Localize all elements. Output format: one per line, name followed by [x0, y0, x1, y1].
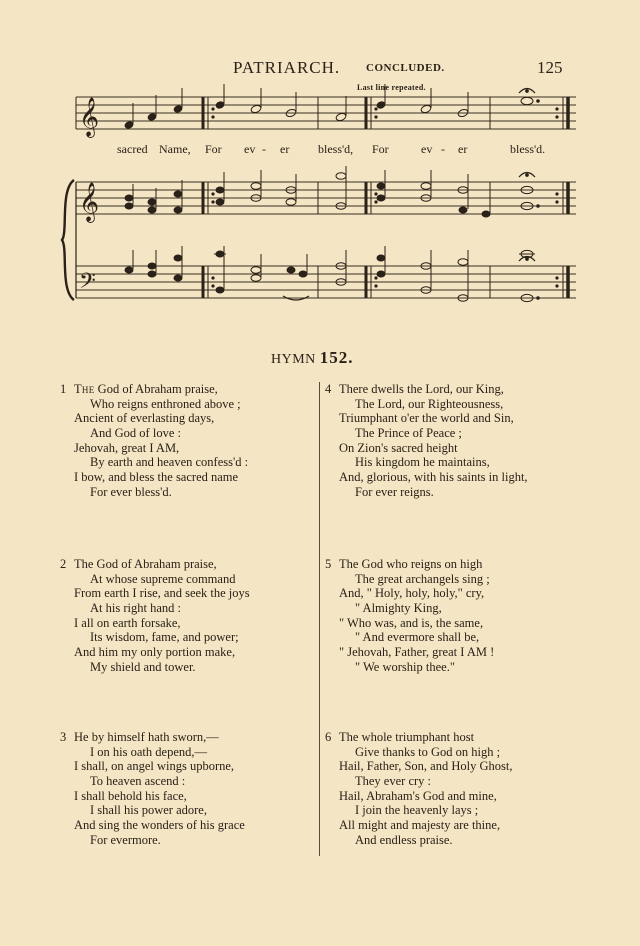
stanza-line: And, " Holy, holy, holy," cry, [339, 586, 485, 601]
stanza-line: And God of love : [90, 426, 181, 441]
treble-clef-top: 𝄞 [79, 97, 100, 137]
lyric-syllable: sacred [117, 142, 148, 156]
stanza-line: Jehovah, great I AM, [74, 440, 180, 455]
stanza-line: His kingdom he maintains, [355, 455, 490, 470]
stanza-line: " Almighty King, [355, 601, 442, 616]
stanza-line: And sing the wonders of his grace [74, 818, 245, 833]
stanza-line: The God who reigns on high [339, 557, 483, 571]
stanza-line: Its wisdom, fame, and power; [90, 630, 239, 645]
stanza-line: And endless praise. [355, 832, 453, 847]
music-score [0, 0, 640, 320]
stanza-line: I shall his power adore, [90, 803, 207, 818]
stanza-line: The Lord, our Righteousness, [355, 396, 504, 411]
lyric-syllable: For [372, 142, 389, 156]
lyric-syllable: bless'd. [510, 142, 546, 156]
stanza-4 [325, 382, 528, 500]
stanza-line: I bow, and bless the sacred name [74, 470, 239, 485]
fermatas [519, 89, 535, 262]
stanza-line: The great archangels sing ; [355, 571, 490, 586]
lyric-syllable: For [205, 142, 222, 156]
lyric-syllable: er [458, 142, 468, 156]
stanza-line: I on his oath depend,— [90, 744, 207, 759]
lyric-syllable: - [441, 142, 445, 156]
stanza-line: Hail, Father, Son, and Holy Ghost, [339, 759, 513, 774]
stanza-line: " And evermore shall be, [355, 630, 480, 645]
hymn-heading [271, 348, 354, 368]
system-bracket [62, 97, 76, 300]
stanza-1 [60, 382, 248, 500]
stanza-line: I shall behold his face, [74, 788, 187, 803]
repeat-note: Last line repeated. [357, 83, 426, 92]
stanza-line: And him my only portion make, [74, 645, 236, 660]
stanza-line: And, glorious, with his saints in light, [339, 470, 528, 485]
stanza-line: Who reigns enthroned above ; [90, 396, 241, 411]
stanza-line: For ever bless'd. [90, 484, 172, 499]
clefs [79, 97, 99, 299]
stanza-line: At whose supreme command [90, 571, 236, 586]
stanza-line: At his right hand : [90, 601, 181, 616]
stanza-line: He by himself hath sworn,— [74, 730, 219, 744]
stanza-line: By earth and heaven confess'd : [90, 455, 249, 470]
stanza-line: All might and majesty are thine, [339, 818, 501, 833]
stanza-line: The whole triumphant host [339, 730, 475, 744]
stanza-line: " Who was, and is, the same, [339, 615, 484, 630]
stanza-line: Triumphant o'er the world and Sin, [339, 411, 514, 426]
lyric-syllable: Name, [159, 142, 191, 156]
stanza-line: Hail, Abraham's God and mine, [339, 788, 497, 803]
stanza-line: For evermore. [90, 832, 161, 847]
stanza-line: I all on earth forsake, [74, 615, 181, 630]
stanza-line: " Jehovah, Father, great I AM ! [339, 645, 495, 660]
treble-clef-middle: 𝄞 [79, 182, 100, 222]
stanza-number: 5 [325, 557, 332, 571]
stanza-number: 2 [60, 557, 67, 571]
treble-staff-top [76, 97, 576, 129]
lyric-syllable: ev [421, 142, 433, 156]
lyric-syllable: bless'd, [318, 142, 354, 156]
stanza-line: The God of Abraham praise, [74, 557, 217, 571]
stanza-line: Give thanks to God on high ; [355, 744, 501, 759]
stanza-line: God of Abraham praise, [94, 382, 218, 396]
stanza-line: Ancient of everlasting days, [74, 411, 215, 426]
notes-middle-staff [125, 166, 539, 217]
stanza-line: They ever cry : [355, 774, 432, 789]
stanza-line: From earth I rise, and seek the joys [74, 586, 250, 601]
tune-title: PATRIARCH. [233, 58, 341, 77]
stanza-number: 1 [60, 382, 67, 396]
stanza-number: 4 [325, 382, 332, 396]
stanza-line: I join the heavenly lays ; [355, 803, 479, 818]
tune-subtitle: CONCLUDED. [366, 62, 445, 74]
drop-word: The [74, 382, 95, 396]
column-divider [319, 382, 320, 856]
stanza-3 [60, 730, 245, 848]
stanza-line: My shield and tower. [90, 659, 196, 674]
stanza-6 [325, 730, 512, 848]
stanza-line: To heaven ascend : [90, 774, 186, 789]
stanza-5 [325, 557, 494, 675]
bass-clef: 𝄢 [79, 269, 96, 299]
hymn-number: 152. [319, 348, 354, 367]
stanza-2 [60, 557, 250, 675]
stanza-line: " We worship thee." [355, 659, 455, 674]
stanza-number: 6 [325, 730, 332, 744]
stanza-line: I shall, on angel wings upborne, [74, 759, 235, 774]
stanza-number: 3 [60, 730, 67, 744]
lyric-syllable: - [262, 142, 266, 156]
stanza-line: There dwells the Lord, our King, [339, 382, 504, 396]
stanza-line: On Zion's sacred height [339, 440, 458, 455]
page-number: 125 [537, 58, 563, 77]
stanza-line: The Prince of Peace ; [355, 426, 462, 441]
stanza-line: For ever reigns. [355, 484, 434, 499]
notes-top-staff [124, 84, 539, 129]
lyric-syllable: er [280, 142, 290, 156]
lyric-syllable: ev [244, 142, 256, 156]
hymn-label: HYMN [271, 352, 316, 367]
